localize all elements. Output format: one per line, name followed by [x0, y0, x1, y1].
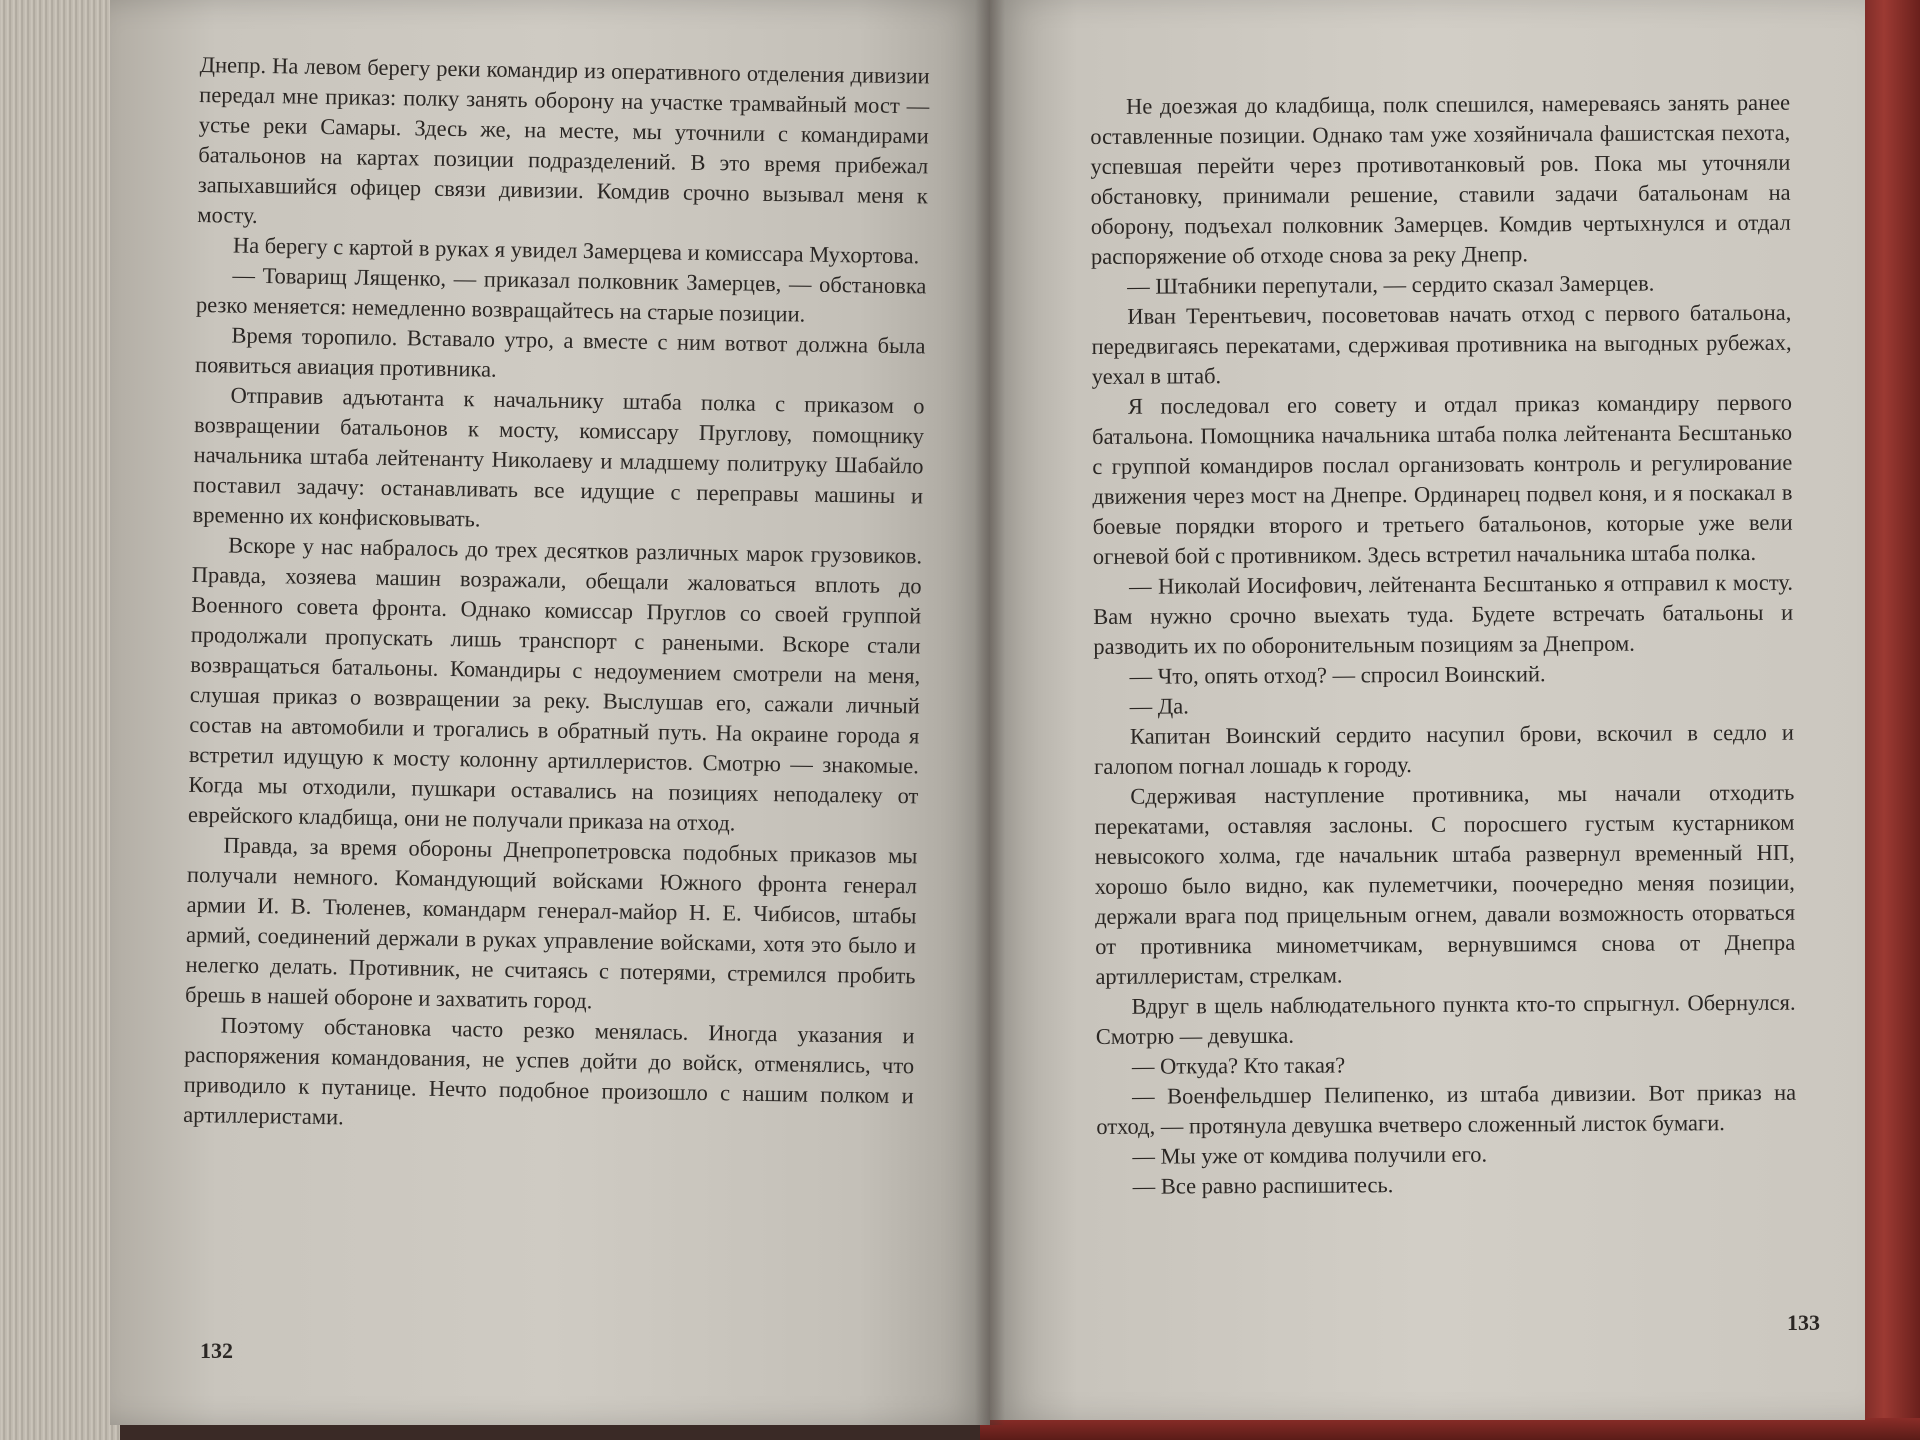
paragraph: Правда, за время обороны Днепропетровска подобных приказов мы получали немного. Командующий войсками Южного фронта генерал армии И. В. Тюленев, командарм генерал-майор Н. Е. Чибисов, штабы армий, соединений держали в руках управление войсками, хотя это было и нелегко делать. Противник, не считаясь с потерями, стремился пробить брешь в нашей обороне и захватить город.	[184, 832, 918, 1014]
paragraph: — Штабники перепутали, — сердито сказал Замерцев.	[1127, 270, 1655, 299]
paragraph: Иван Терентьевич, посоветовав начать отход с первого батальона, передвигаясь перекатами, сдерживая противника на выгодных рубежах, уехал в штаб.	[1091, 299, 1792, 389]
paragraph: — Откуда? Кто такая?	[1131, 1052, 1346, 1079]
paragraph: Вдруг в щель наблюдательного пункта кто-то спрыгнул. Обернулся. Смотрю — девушка.	[1095, 989, 1796, 1049]
paragraph: — Николай Иосифович, лейтенанта Бесштанько я отправил к мосту. Вам нужно срочно выехать туда. Будете встречать батальоны и разводить их по оборонительным позициям за Днепром.	[1093, 569, 1794, 659]
paragraph: — Да.	[1129, 693, 1189, 719]
page-block-edges	[0, 0, 120, 1440]
paragraph: — Все равно распишитесь.	[1132, 1172, 1394, 1199]
book-cover-edge	[1860, 0, 1920, 1440]
paragraph: Сдерживая наступление противника, мы начали отходить перекатами, оставляя заслоны. С поросшего густым кустарником невысокого холма, где начальник штаба развернул временный НП, хорошо было видно, как пулеметчики, поочередно меняя позиции, держали врага под прицельным огнем, давали возможность оторваться от противника минометчикам, вернувшимся снова от Днепра артиллеристам, стрелкам.	[1094, 779, 1796, 989]
paragraph: Время торопило. Вставало утро, а вместе с ним вотвот должна была появиться авиация противника.	[194, 322, 926, 382]
paragraph: Капитан Воинский сердито насупил брови, вскочил в седло и галопом погнал лошадь к городу.	[1094, 719, 1795, 779]
paragraph: — Мы уже от комдива получили его.	[1132, 1141, 1488, 1169]
page-number-right: 133	[1787, 1310, 1820, 1335]
book-gutter	[975, 0, 1005, 1425]
paragraph: — Что, опять отход? — спросил Воинский.	[1129, 661, 1546, 689]
paragraph: Я последовал его совету и отдал приказ командиру первого батальона. Помощника начальника штаба полка лейтенанта Бесштанько с группой командиров послал организовать контроль и регулирование движения через мост на Днепре. Ординарец подвел коня, и я поскакал в боевые порядки второго и третьего батальонов, которые уже вели огневой бой с противником. Здесь встретил начальника штаба полка.	[1092, 389, 1793, 569]
paragraph: Днепр. На левом берегу реки командир из оперативного отделения дивизии передал мне приказ: полку занять оборону на участке трамвайный мост — устье реки Самары. Здесь же, на месте, мы уточнили с командирами батальонов на картах позиции подразделений. В это время прибежал запыхавшийся офицер связи дивизии. Комдив срочно вызывал меня к мосту.	[197, 51, 930, 228]
paragraph: — Товарищ Лященко, — приказал полковник Замерцев, — обстановка резко меняется: немедленно возвращайтесь на старые позиции.	[195, 262, 927, 327]
paragraph: Поэтому обстановка часто резко менялась. Иногда указания и распоряжения командования, не успев дойти до войск, отменялись, что приводило к путанице. Нечто подобное произошло с нашим полком и артиллеристами.	[183, 1012, 915, 1130]
paragraph: На берегу с картой в руках я увидел Замерцева и комиссара Мухортова.	[232, 232, 920, 269]
page-number-left: 132	[200, 1338, 233, 1363]
paragraph: Не доезжая до кладбища, полк спешился, намереваясь занять ранее оставленные позиции. Однако там уже хозяйничала фашистская пехота, успевшая перейти через противотанковый ров. Пока мы уточняли обстановку, принимали решение, ставили задачи батальонам на оборону, подъехал полковник Замерцев. Комдив чертыхнулся и отдал распоряжение об отходе снова за реку Днепр.	[1090, 89, 1791, 269]
paragraph: Отправив адъютанта к начальнику штаба полка с приказом о возвращении батальонов к мосту, комиссару Пруглову, помощнику начальника штаба лейтенанту Николаеву и младшему политруку Шабайло поставил задачу: останавливать все идущие с переправы машины и временно их конфисковывать.	[192, 382, 925, 532]
left-page-text	[183, 50, 930, 1141]
paragraph: — Военфельдшер Пелипенко, из штаба дивизии. Вот приказ на отход, — протянула девушка вчетверо сложенный листок бумаги.	[1096, 1079, 1797, 1139]
paragraph: Вскоре у нас набралось до трех десятков различных марок грузовиков. Правда, хозяева машин возражали, обещали жаловаться вплоть до Военного совета фронта. Однако комиссар Пруглов со своей группой продолжали пропускать лишь транспорт с ранеными. Вскоре стали возвращаться батальоны. Командиры с недоумением смотрели на меня, слушая приказ о возвращении за реку. Выслушав его, сажали личный состав на автомобили и трогались в обратный путь. На окраине города я встретил идущую к мосту колонну артиллеристов. Смотрю — знакомые. Когда мы отходили, пушкари оставались на позициях неподалеку от еврейского кладбища, они не получали приказа на отход.	[187, 532, 923, 836]
book-cover-bottom	[980, 1418, 1920, 1440]
right-page-text	[1090, 88, 1797, 1202]
